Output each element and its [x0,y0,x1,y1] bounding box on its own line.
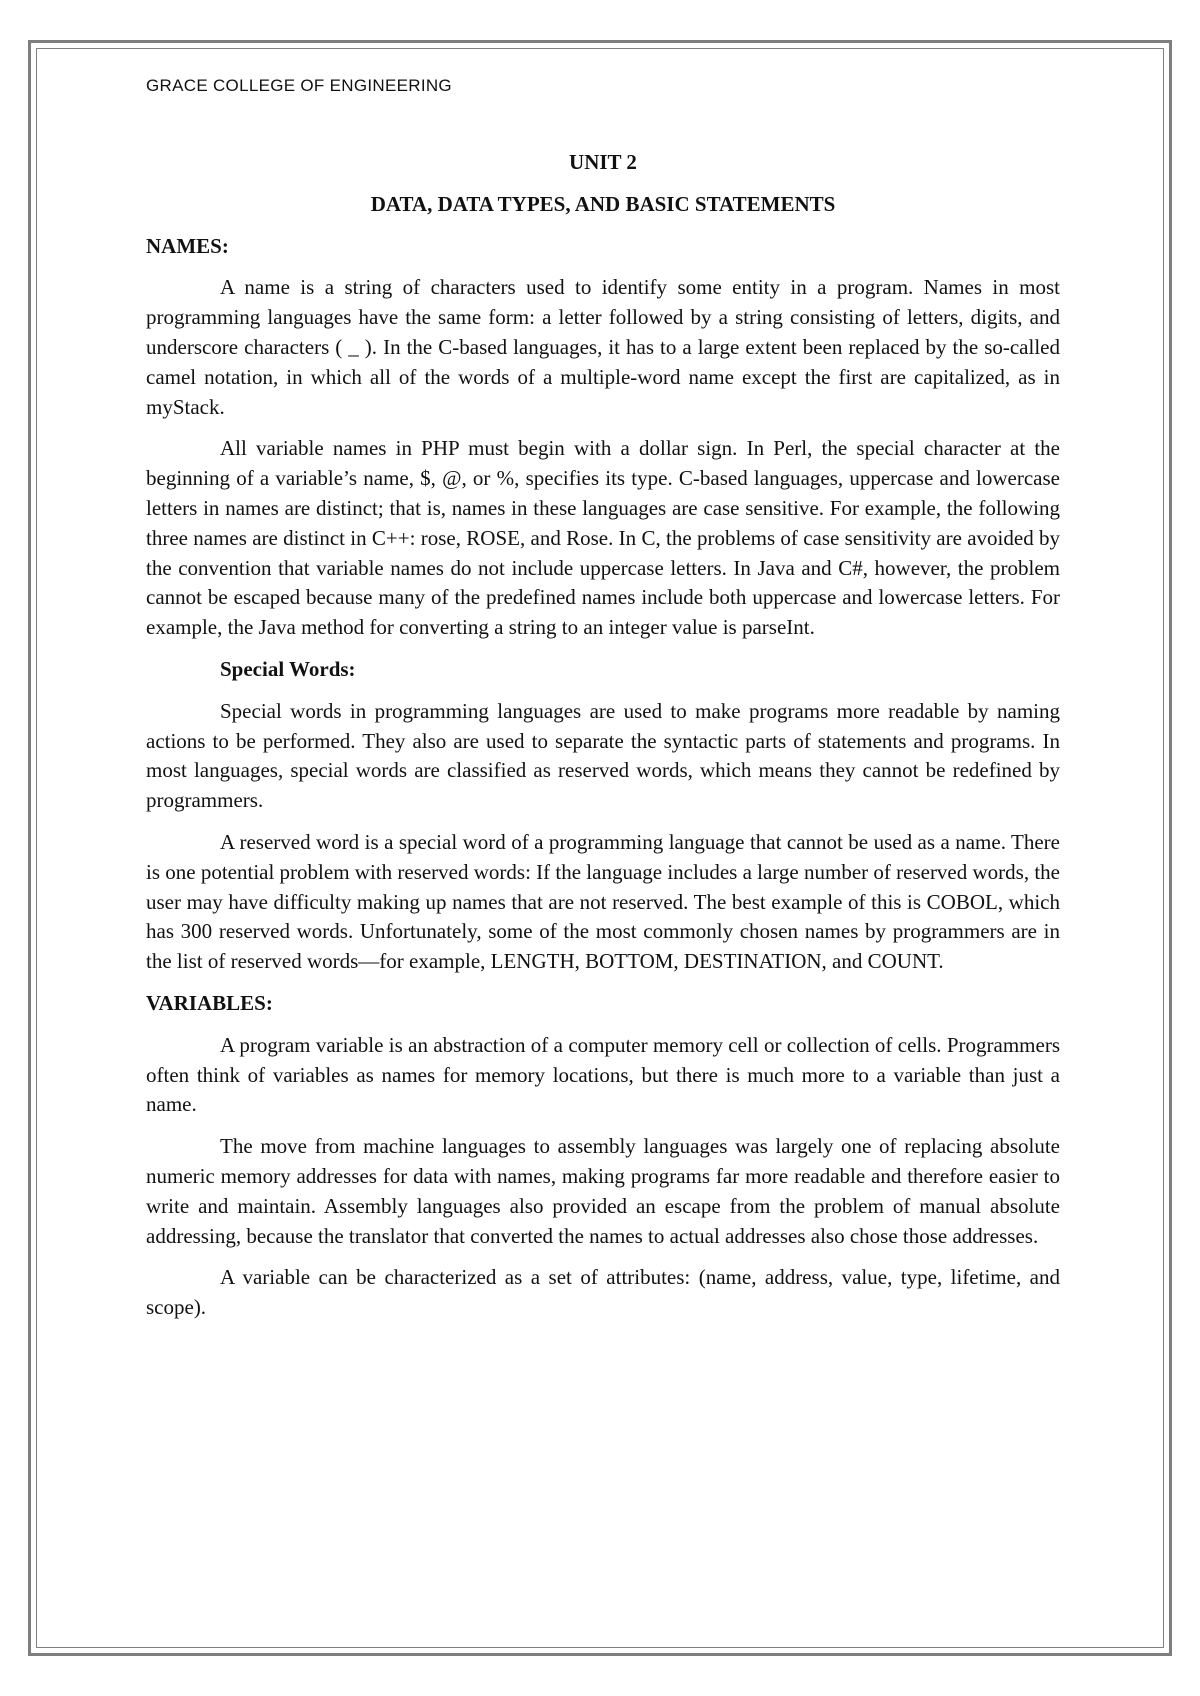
special-words-paragraph-1: Special words in programming languages are used to make programs more readable by naming actions to be performed. They also are used to separate the syntactic parts of statements and programs. In most languages, special words are classified as reserved words, which means they cannot be redefined by programmers. [146,698,1060,813]
unit-title: UNIT 2 [569,150,637,174]
college-header: GRACE COLLEGE OF ENGINEERING [146,76,452,95]
special-words-paragraph-2: A reserved word is a special word of a programming language that cannot be used as a name. There is one potential problem with reserved words: If the language includes a large number of reserved words, the user may have difficulty making up names that are not reserved. The best example of this is COBOL, which has 300 reserved words. Unfortunately, some of the most commonly chosen names by programmers are in the list of reserved words—for example, LENGTH, BOTTOM, DESTINATION, and COUNT. [146,829,1060,974]
variables-paragraph-1: A program variable is an abstraction of a computer memory cell or collection of cells. Programmers often think of variables as names for memory locations, but there is much more to a variable than just a name. [146,1032,1060,1117]
variables-paragraph-2: The move from machine languages to assembly languages was largely one of replacing absolute numeric memory addresses for data with names, making programs far more readable and therefore easier to write and maintain. Assembly languages also provided an escape from the problem of manual absolute addressing, because the translator that converted the names to actual addresses also chose those addresses. [146,1134,1060,1248]
document-title: DATA, DATA TYPES, AND BASIC STATEMENTS [370,191,836,216]
special-words-heading: Special Words: [220,656,356,681]
document-body [146,148,1060,1335]
names-paragraph-1: A name is a string of characters used to identify some entity in a program. Names in most programming languages have the same form: a letter followed by a string consisting of letters, digits, and underscore characters ( _ ). In the C-based languages, it has to a large extent been replaced by the so-called camel notation, in which all of the words of a multiple-word name except the first are capitalized, as in myStack. [146,275,1060,419]
names-paragraph-2: All variable names in PHP must begin with a dollar sign. In Perl, the special character at the beginning of a variable’s name, $, @, or %, specifies its type. C-based languages, uppercase and lowercase letters in names are distinct; that is, names in these languages are case sensitive. For example, the following three names are distinct in C++: rose, ROSE, and Rose. In C, the problems of case sensitivity are avoided by the convention that variable names do not include uppercase letters. In Java and C#, however, the problem cannot be escaped because many of the predefined names include both uppercase and lowercase letters. For example, the Java method for converting a string to an integer value is parseInt. [146,436,1060,640]
variables-heading: VARIABLES: [146,990,273,1015]
variables-paragraph-3: A variable can be characterized as a set of attributes: (name, address, value, type, lifetime, and scope). [146,1265,1060,1320]
names-heading: NAMES: [146,233,229,258]
